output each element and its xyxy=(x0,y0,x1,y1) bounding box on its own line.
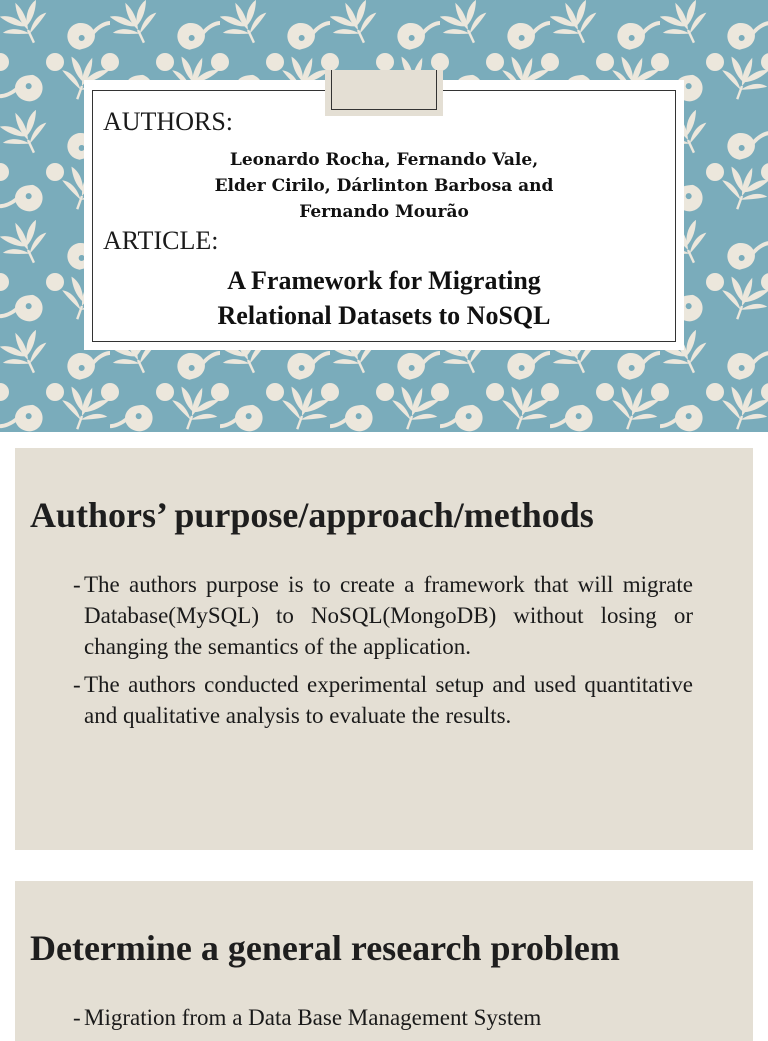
author-list xyxy=(93,147,675,225)
bullet-text: The authors purpose is to create a framework that will migrate Database(MySQL) to NoSQL(MongoDB) without losing or changing the semantics of the application. xyxy=(84,572,693,659)
article-title-line: Relational Datasets to NoSQL xyxy=(217,301,551,330)
purpose-slide xyxy=(15,448,753,850)
bullet-text: Migration from a Data Base Management System xyxy=(84,1005,542,1030)
title-card-border xyxy=(92,90,676,342)
author-line: Elder Cirilo, Dárlinton Barbosa and xyxy=(214,176,554,196)
author-line: Leonardo Rocha, Fernando Vale, xyxy=(229,150,539,170)
bullet-text: The authors conducted experimental setup and used quantitative and qualitative analysis to evaluate the results. xyxy=(84,672,693,728)
dash-bullet-icon: - xyxy=(73,572,81,597)
article-title xyxy=(93,263,675,333)
bullet-item xyxy=(73,1002,693,1033)
bullet-item xyxy=(73,569,693,662)
research-problem-slide xyxy=(15,881,753,1041)
slide-heading: Determine a general research problem xyxy=(30,928,620,968)
slide-heading: Authors’ purpose/approach/methods xyxy=(30,495,594,535)
bullet-list xyxy=(73,569,693,738)
article-label: ARTICLE: xyxy=(103,226,219,255)
dash-bullet-icon: - xyxy=(73,1005,81,1030)
dash-bullet-icon: - xyxy=(73,672,81,697)
bullet-list xyxy=(73,1002,693,1040)
decorative-tab xyxy=(325,70,443,116)
authors-label: AUTHORS: xyxy=(103,107,234,136)
title-slide xyxy=(0,0,768,432)
author-line: Fernando Mourão xyxy=(299,202,469,222)
bullet-item xyxy=(73,669,693,731)
article-title-line: A Framework for Migrating xyxy=(227,266,541,295)
title-card xyxy=(84,80,684,350)
